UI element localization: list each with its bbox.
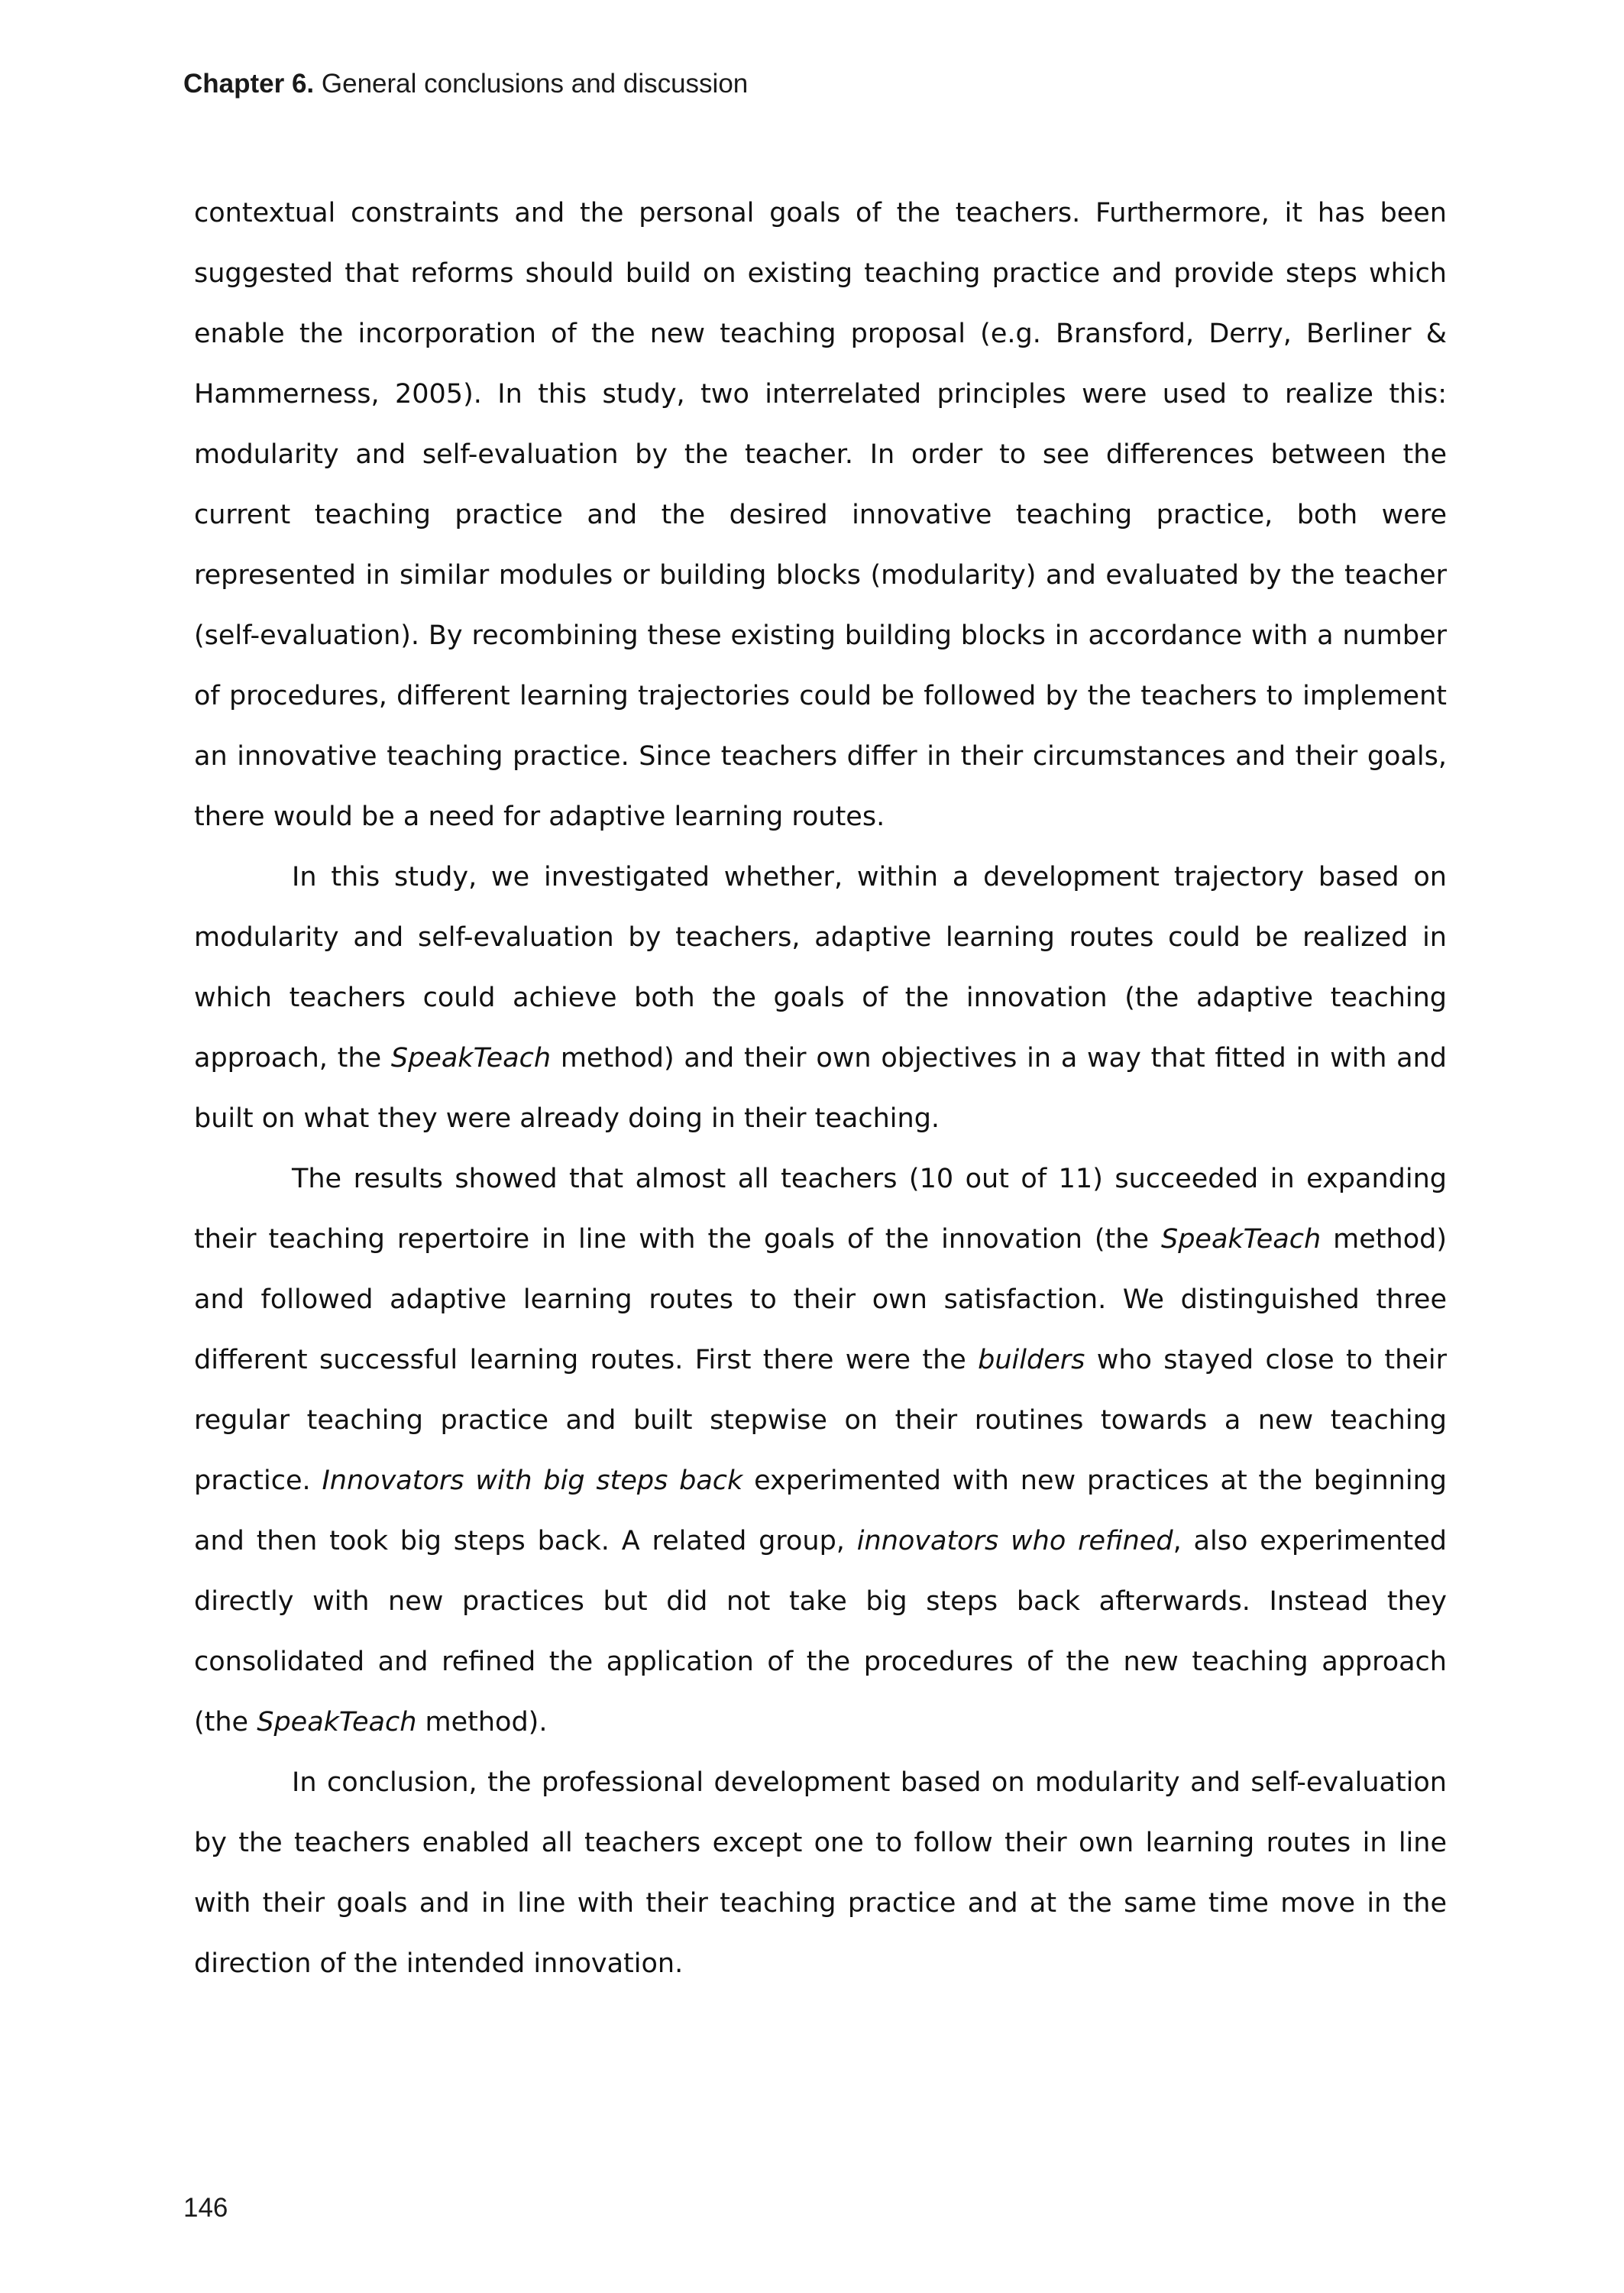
paragraph-2 [194,847,1447,1149]
italic-term: SpeakTeach [390,1043,552,1074]
text-segment: who stayed close to their regular teaching practice and built stepwise on their routines towards a new teaching practice. [194,1345,1447,1496]
body-text [194,183,1447,1994]
italic-term: Innovators with big steps back [322,1466,743,1496]
italic-term: SpeakTeach [257,1707,417,1738]
text-segment: method) and followed adaptive learning routes to their own satisfaction. We distinguished three different successful learning routes. First there were the [194,1224,1447,1375]
chapter-title: General conclusions and discussion [321,69,749,99]
paragraph-3 [194,1149,1447,1753]
italic-term: builders [978,1345,1085,1375]
paragraph-1 [194,183,1447,847]
italic-term: SpeakTeach [1161,1224,1322,1255]
text-segment: method) and their own objectives in a way that fitted in with and built on what they were already doing in their teaching. [194,1043,1447,1134]
text-segment: The results showed that almost all teachers (10 out of 11) succeeded in expanding their teaching repertoire in line with the goals of the innovation (the [194,1164,1447,1255]
paragraph-4 [194,1753,1447,1994]
page-number: 146 [183,2193,228,2223]
text-segment: , also experimented directly with new practices but did not take big steps back afterwards. Instead they consolidated and refined the application of the procedures of the new teaching approach (the [194,1526,1447,1738]
running-header [183,67,748,101]
chapter-label: Chapter 6. [183,69,315,99]
text-segment: contextual constraints and the personal goals of the teachers. Furthermore, it has been suggested that reforms should build on existing teaching practice and provide steps which enable the incorporation of the new teaching proposal (e.g. Bransford, Derry, Berliner & Hammerness, 2005). In this study, two interrelated principles were used to realize this: modularity and self-evaluation by the teacher. In order to see differences between the current teaching practice and the desired innovative teaching practice, both were represented in similar modules or building blocks (modularity) and evaluated by the teacher (self-evaluation). By recombining these existing building blocks in accordance with a number of procedures, different learning trajectories could be followed by the teachers to implement an innovative teaching practice. Since teachers differ in their circumstances and their goals, there would be a need for adaptive learning routes. [194,198,1447,832]
text-segment: method). [416,1707,548,1738]
text-segment: In conclusion, the professional development based on modularity and self-evaluation by the teachers enabled all teachers except one to follow their own learning routes in line with their goals and in line with their teaching practice and at the same time move in the direction of the intended innovation. [194,1767,1447,1979]
text-segment: experimented with new practices at the beginning and then took big steps back. A related group, [194,1466,1447,1556]
italic-term: innovators who refined [856,1526,1173,1556]
text-segment: In this study, we investigated whether, within a development trajectory based on modularity and self-evaluation by teachers, adaptive learning routes could be realized in which teachers could achieve both the goals of the innovation (the adaptive teaching approach, the [194,862,1447,1074]
